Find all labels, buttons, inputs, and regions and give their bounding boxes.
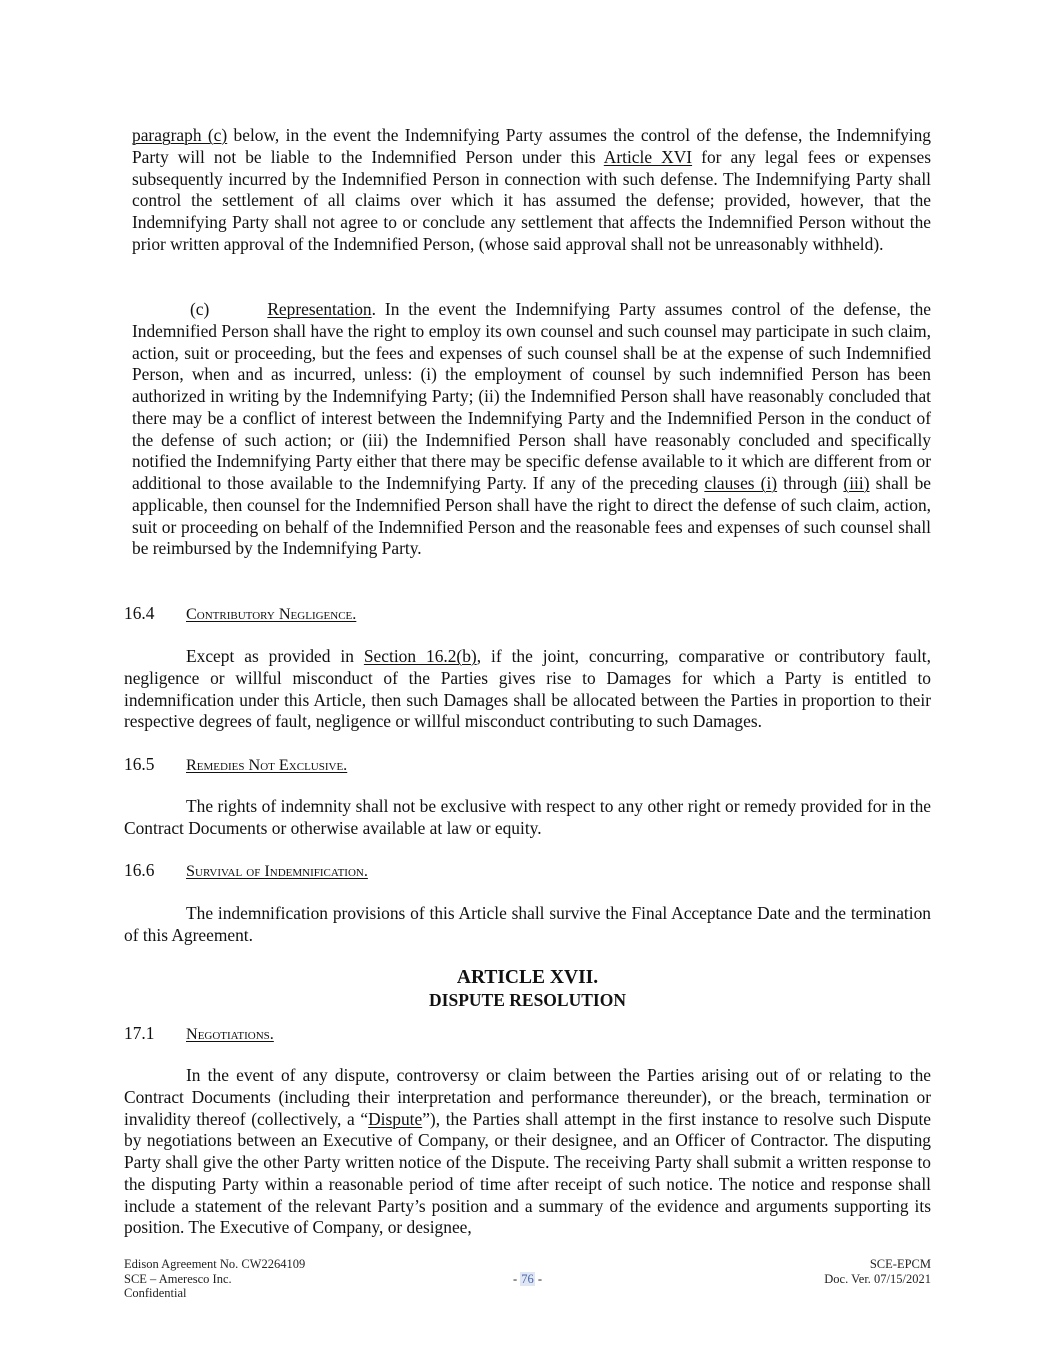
paragraph-text: through (777, 473, 844, 493)
cross-reference-link[interactable]: Article XVI (603, 146, 693, 167)
footer-agreement-number: Edison Agreement No. CW2264109 (124, 1257, 306, 1271)
subsection-label: (c) (190, 299, 210, 319)
paragraph-text: Except as provided in (186, 646, 364, 666)
page-number-suffix: - (534, 1271, 543, 1286)
section-16-6-paragraph: The indemnification provisions of this Article shall survive the Final Acceptance Date and the termination of this Agreement. (124, 903, 931, 945)
paragraph-text: , if the joint, concurring, comparative or contributory fault, negligence or willful misconduct of the Parties gives rise to Damages for which a Party is entitled to indemnification under this Article, then such Damages shall be allocated between the Parties in proportion to their respective degrees of fault, negligence or willful misconduct contributing to such Damages. (124, 646, 931, 732)
section-heading-17-1 (124, 1023, 274, 1045)
article-heading (0, 967, 1055, 1011)
article-subtitle: DISPUTE RESOLUTION (429, 990, 626, 1010)
section-number: 16.6 (124, 860, 155, 880)
subsection-c-paragraph (132, 299, 931, 560)
cross-reference-link[interactable]: (iii) (843, 473, 870, 493)
cross-reference-link[interactable]: Section 16.2(b) (363, 646, 477, 666)
section-number: 17.1 (124, 1023, 155, 1043)
paragraph-text: . In the event the Indemnifying Party assumes control of the defense, the Indemnified Person shall have the right to employ its own counsel and such counsel may participate in such claim, action, suit or proceeding, but the fees and expenses of such counsel shall be at the expense of such Indemnified Person, when and as incurred, unless: (i) the employment of counsel by such indemnified Person has been authorized in writing by the Indemnifying Party; (ii) the Indemnified Person shall have reasonably concluded that there may be a conflict of interest between the Indemnifying Party and the Indemnified Person in the conduct of the defense of such action; or (iii) the Indemnified Person shall have reasonably concluded and specifically notified the Indemnifying Party either that there may be specific defense available to it which are different from or additional to those available to the Indemnifying Party. If any of the preceding (132, 299, 931, 493)
paragraph-text: ”), the Parties shall attempt in the first instance to resolve such Dispute by negotiations between an Executive of Company, or their designee, and an Officer of Contractor. The disputing Party shall give the other Party written notice of the Dispute. The receiving Party shall submit a written response to the disputing Party within a reasonable period of time after receipt of such notice. The notice and response shall include a statement of the relevant Party’s position and a summary of the evidence and arguments supporting its position. The Executive of Company, or designee, (124, 1108, 931, 1238)
section-number: 16.5 (124, 754, 155, 774)
section-number: 16.4 (124, 603, 155, 623)
continuation-paragraph (132, 125, 931, 256)
article-title: ARTICLE XVII. (456, 967, 599, 988)
section-title: Remedies Not Exclusive. (186, 756, 348, 774)
cross-reference-link[interactable]: paragraph (c) (132, 125, 228, 145)
paragraph-text: shall be applicable, then counsel for the Indemnified Person shall have the right to direct the defense of such claim, action, suit or proceeding on behalf of the Indemnified Person and the reasonable fees and expenses of such counsel shall be reimbursed by the Indemnifying Party. (132, 473, 931, 559)
section-17-1-paragraph (124, 1065, 931, 1239)
section-16-4-paragraph (124, 646, 931, 733)
footer-parties: SCE – Ameresco Inc. (124, 1271, 232, 1286)
section-heading-16-5 (124, 754, 347, 776)
footer-doc-version: Doc. Ver. 07/15/2021 (824, 1271, 931, 1286)
paragraph-text: below, in the event the Indemnifying Party assumes the control of the defense, the Indemnifying Party will not be liable to the Indemnified Person under this (132, 125, 931, 167)
section-heading-16-6 (124, 860, 368, 882)
section-title: Negotiations. (186, 1025, 274, 1043)
section-title: Survival of Indemnification. (186, 862, 368, 880)
paragraph-text: In the event of any dispute, controversy or claim between the Parties arising out of or relating to the Contract Documents (including their interpretation and performance thereunder), or the breach, termination or invalidity thereof (collectively, a “ (124, 1065, 931, 1129)
cross-reference-link[interactable]: clauses (i) (704, 473, 778, 493)
section-16-5-paragraph: The rights of indemnity shall not be exclusive with respect to any other right or remedy provided for in the Contract Documents or otherwise available at law or equity. (124, 796, 931, 838)
footer-confidential: Confidential (124, 1286, 187, 1300)
footer-right (824, 1257, 931, 1286)
footer-doc-code: SCE-EPCM (869, 1257, 931, 1271)
page-number-prefix: - (512, 1271, 521, 1286)
subsection-title: Representation (267, 299, 372, 319)
page-number: 76 (521, 1271, 534, 1286)
paragraph-text: for any legal fees or expenses subsequently incurred by the Indemnified Person in connection with such defense. The Indemnifying Party shall control the settlement of all claims over which it has assumed the defense; provided, however, that the Indemnifying Party shall not agree to or conclude any settlement that affects the Indemnified Person without the prior written approval of the Indemnified Person, (whose said approval shall not be unreasonably withheld). (132, 146, 932, 254)
defined-term: Dispute (368, 1108, 423, 1129)
section-title: Contributory Negligence. (186, 605, 357, 623)
section-heading-16-4 (124, 603, 356, 625)
